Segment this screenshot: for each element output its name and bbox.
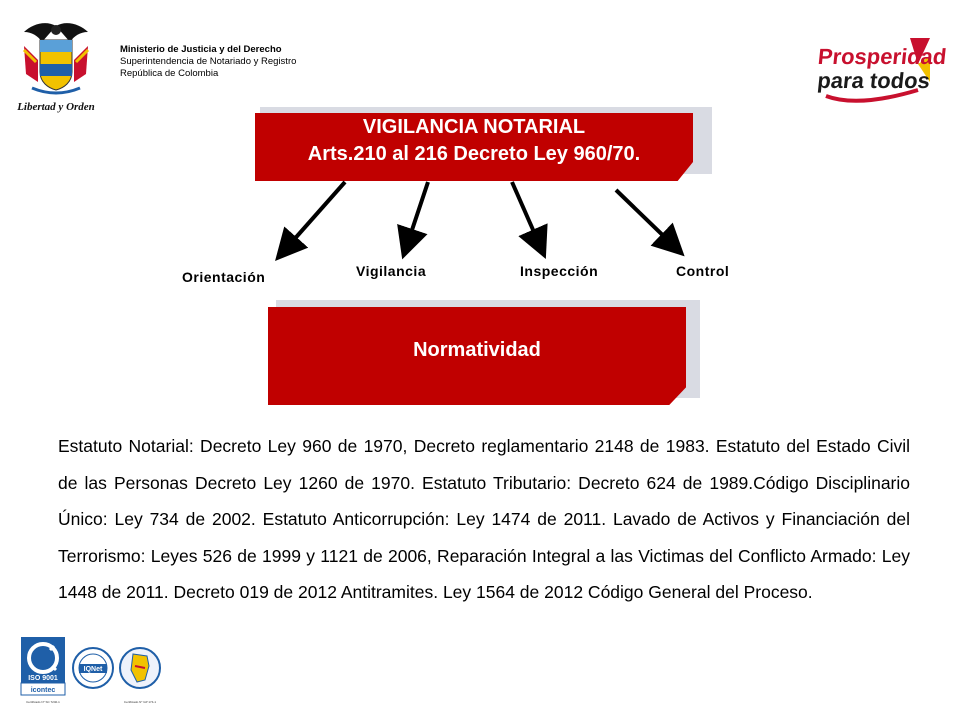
title-line1: VIGILANCIA NOTARIAL (362, 116, 586, 138)
normatividad-label: Normatividad (413, 339, 541, 361)
prosperidad-logo (816, 38, 948, 110)
category-inspeccion: Inspección (520, 263, 599, 279)
iqnet-cert-logo (70, 636, 116, 706)
coat-motto: Libertad y Orden (17, 101, 95, 113)
arrow-inspeccion (512, 182, 541, 248)
agency-name: Superintendencia de Notariado y Registro (120, 56, 297, 67)
category-vigilancia: Vigilancia (356, 263, 427, 279)
coat-of-arms-logo (16, 20, 96, 114)
slogan-line2: para todos (816, 68, 932, 93)
ministry-name: Ministerio de Justicia y del Derecho (120, 44, 282, 55)
category-orientacion: Orientación (182, 269, 266, 285)
iso-9001-cert-logo (20, 636, 66, 706)
ministry-header (120, 44, 296, 80)
iso-label: ISO 9001 (28, 675, 58, 682)
cert1-label: Certificado N° SC 7240-1 (26, 700, 60, 704)
category-control: Control (676, 263, 730, 279)
arrow-orientacion (283, 182, 345, 252)
title-line2: Arts.210 al 216 Decreto Ley 960/70. (307, 143, 641, 165)
country-name: República de Colombia (120, 68, 219, 79)
cert2-label: Certificado N° GP 174-1 (123, 700, 157, 704)
iqnet-label: IQNet (83, 666, 103, 673)
slogan-line1: Prosperidad (816, 44, 948, 69)
iso-brand: icontec (30, 687, 56, 694)
arrow-vigilancia (406, 182, 428, 248)
arrow-control (616, 190, 676, 248)
legislation-paragraph: Estatuto Notarial: Decreto Ley 960 de 1970, Decreto reglamentario 2148 de 1983. Estatuto del Estado Civil de las Personas Decreto Ley 1260 de 1970. Estatuto Tributario: Decreto 624 de 1989.Código Disciplinario Único: Ley 734 de 2002. Estatuto Anticorrupción: Ley 1474 de 2011. Lavado de Activos y Financiación del Terrorismo: Leyes 526 de 1999 y 1121 de 2006, Reparación Integral a las Victimas del Conflicto Armado: Ley 1448 de 2011. Decreto 019 de 2012 Antitramites. Ley 1564 de 2012 Código General del Proceso. (58, 436, 910, 602)
colombia-cert-logo (117, 636, 163, 706)
